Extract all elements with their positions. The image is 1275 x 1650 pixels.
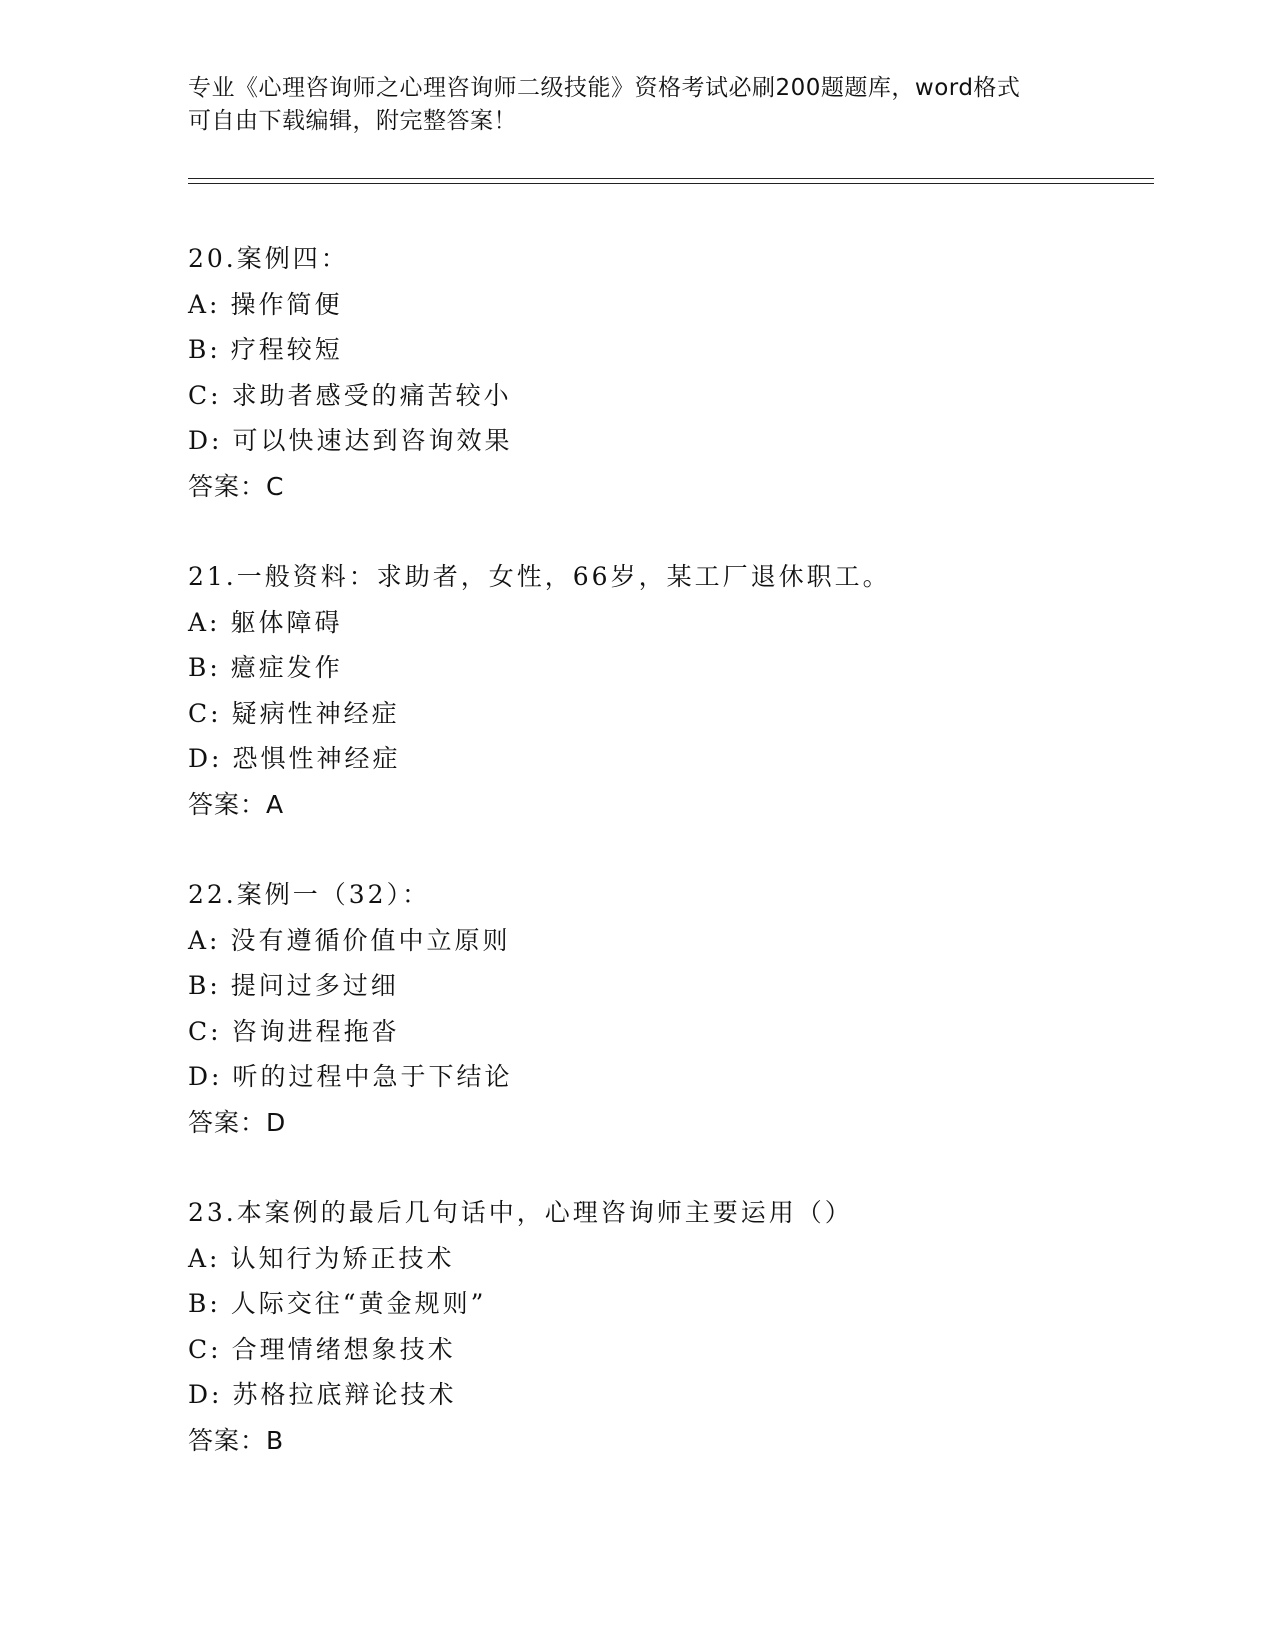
question-list (188, 236, 1148, 1508)
option-d (188, 1372, 1148, 1418)
option-text: 躯体障碍 (230, 607, 343, 637)
option-letter: D: (188, 426, 223, 455)
option-letter: B: (188, 1289, 221, 1318)
option-c (188, 373, 1148, 419)
option-b (188, 327, 1148, 373)
option-letter: D: (188, 1062, 223, 1091)
option-text: 没有遵循价值中立原则 (230, 925, 511, 955)
option-letter: B: (188, 971, 221, 1000)
option-c (188, 1009, 1148, 1055)
option-b (188, 1281, 1148, 1327)
option-text: 认知行为矫正技术 (230, 1243, 455, 1273)
answer-line: 答案：C (188, 471, 285, 501)
answer-line: 答案：D (188, 1107, 287, 1137)
option-text: 操作简便 (230, 289, 343, 319)
option-text: 疑病性神经症 (231, 698, 400, 728)
option-letter: A: (188, 925, 221, 955)
header-divider-top (188, 178, 1154, 179)
option-letter: C: (188, 1016, 222, 1046)
option-letter: D: (188, 1380, 223, 1409)
option-text: 恐惧性神经症 (232, 744, 401, 773)
option-a (188, 600, 1148, 646)
answer-line: 答案：B (188, 1425, 285, 1455)
option-letter: A: (188, 289, 221, 319)
header-line-1: 专业《心理咨询师之心理咨询师二级技能》资格考试必刷200题题库，word格式 (188, 75, 1021, 101)
option-letter: B: (188, 653, 221, 682)
option-text: 苏格拉底辩论技术 (232, 1380, 457, 1409)
option-a (188, 918, 1148, 964)
question-20 (188, 236, 1148, 509)
option-text: 癔症发作 (230, 653, 343, 682)
question-21 (188, 554, 1148, 827)
option-d (188, 736, 1148, 782)
question-stem: 23.本案例的最后几句话中，心理咨询师主要运用（） (188, 1198, 853, 1227)
option-a (188, 1236, 1148, 1282)
option-letter: C: (188, 380, 222, 410)
option-b (188, 645, 1148, 691)
header-divider-bottom (188, 183, 1154, 184)
option-text: 可以快速达到咨询效果 (232, 426, 513, 455)
option-text: 人际交往“黄金规则” (230, 1289, 487, 1318)
question-stem: 22.案例一（32）： (188, 880, 431, 909)
option-letter: B: (188, 335, 221, 364)
option-text: 提问过多过细 (230, 971, 399, 1000)
option-d (188, 418, 1148, 464)
option-c (188, 691, 1148, 737)
option-b (188, 963, 1148, 1009)
answer-line: 答案：A (188, 789, 285, 819)
question-23 (188, 1190, 1148, 1463)
option-c (188, 1327, 1148, 1373)
question-stem: 20.案例四： (188, 244, 349, 273)
option-letter: A: (188, 607, 221, 637)
option-letter: D: (188, 744, 223, 773)
question-22 (188, 872, 1148, 1145)
option-letter: C: (188, 698, 222, 728)
option-letter: A: (188, 1243, 221, 1273)
option-d (188, 1054, 1148, 1100)
option-text: 求助者感受的痛苦较小 (231, 380, 512, 410)
option-text: 听的过程中急于下结论 (232, 1062, 513, 1091)
option-letter: C: (188, 1334, 222, 1364)
question-stem: 21.一般资料：求助者，女性，66岁，某工厂退休职工。 (188, 562, 891, 591)
option-a (188, 282, 1148, 328)
header-line-2: 可自由下载编辑，附完整答案！ (188, 108, 517, 134)
option-text: 疗程较短 (230, 335, 343, 364)
option-text: 合理情绪想象技术 (231, 1334, 456, 1364)
option-text: 咨询进程拖沓 (231, 1016, 400, 1046)
document-header (188, 72, 1088, 138)
